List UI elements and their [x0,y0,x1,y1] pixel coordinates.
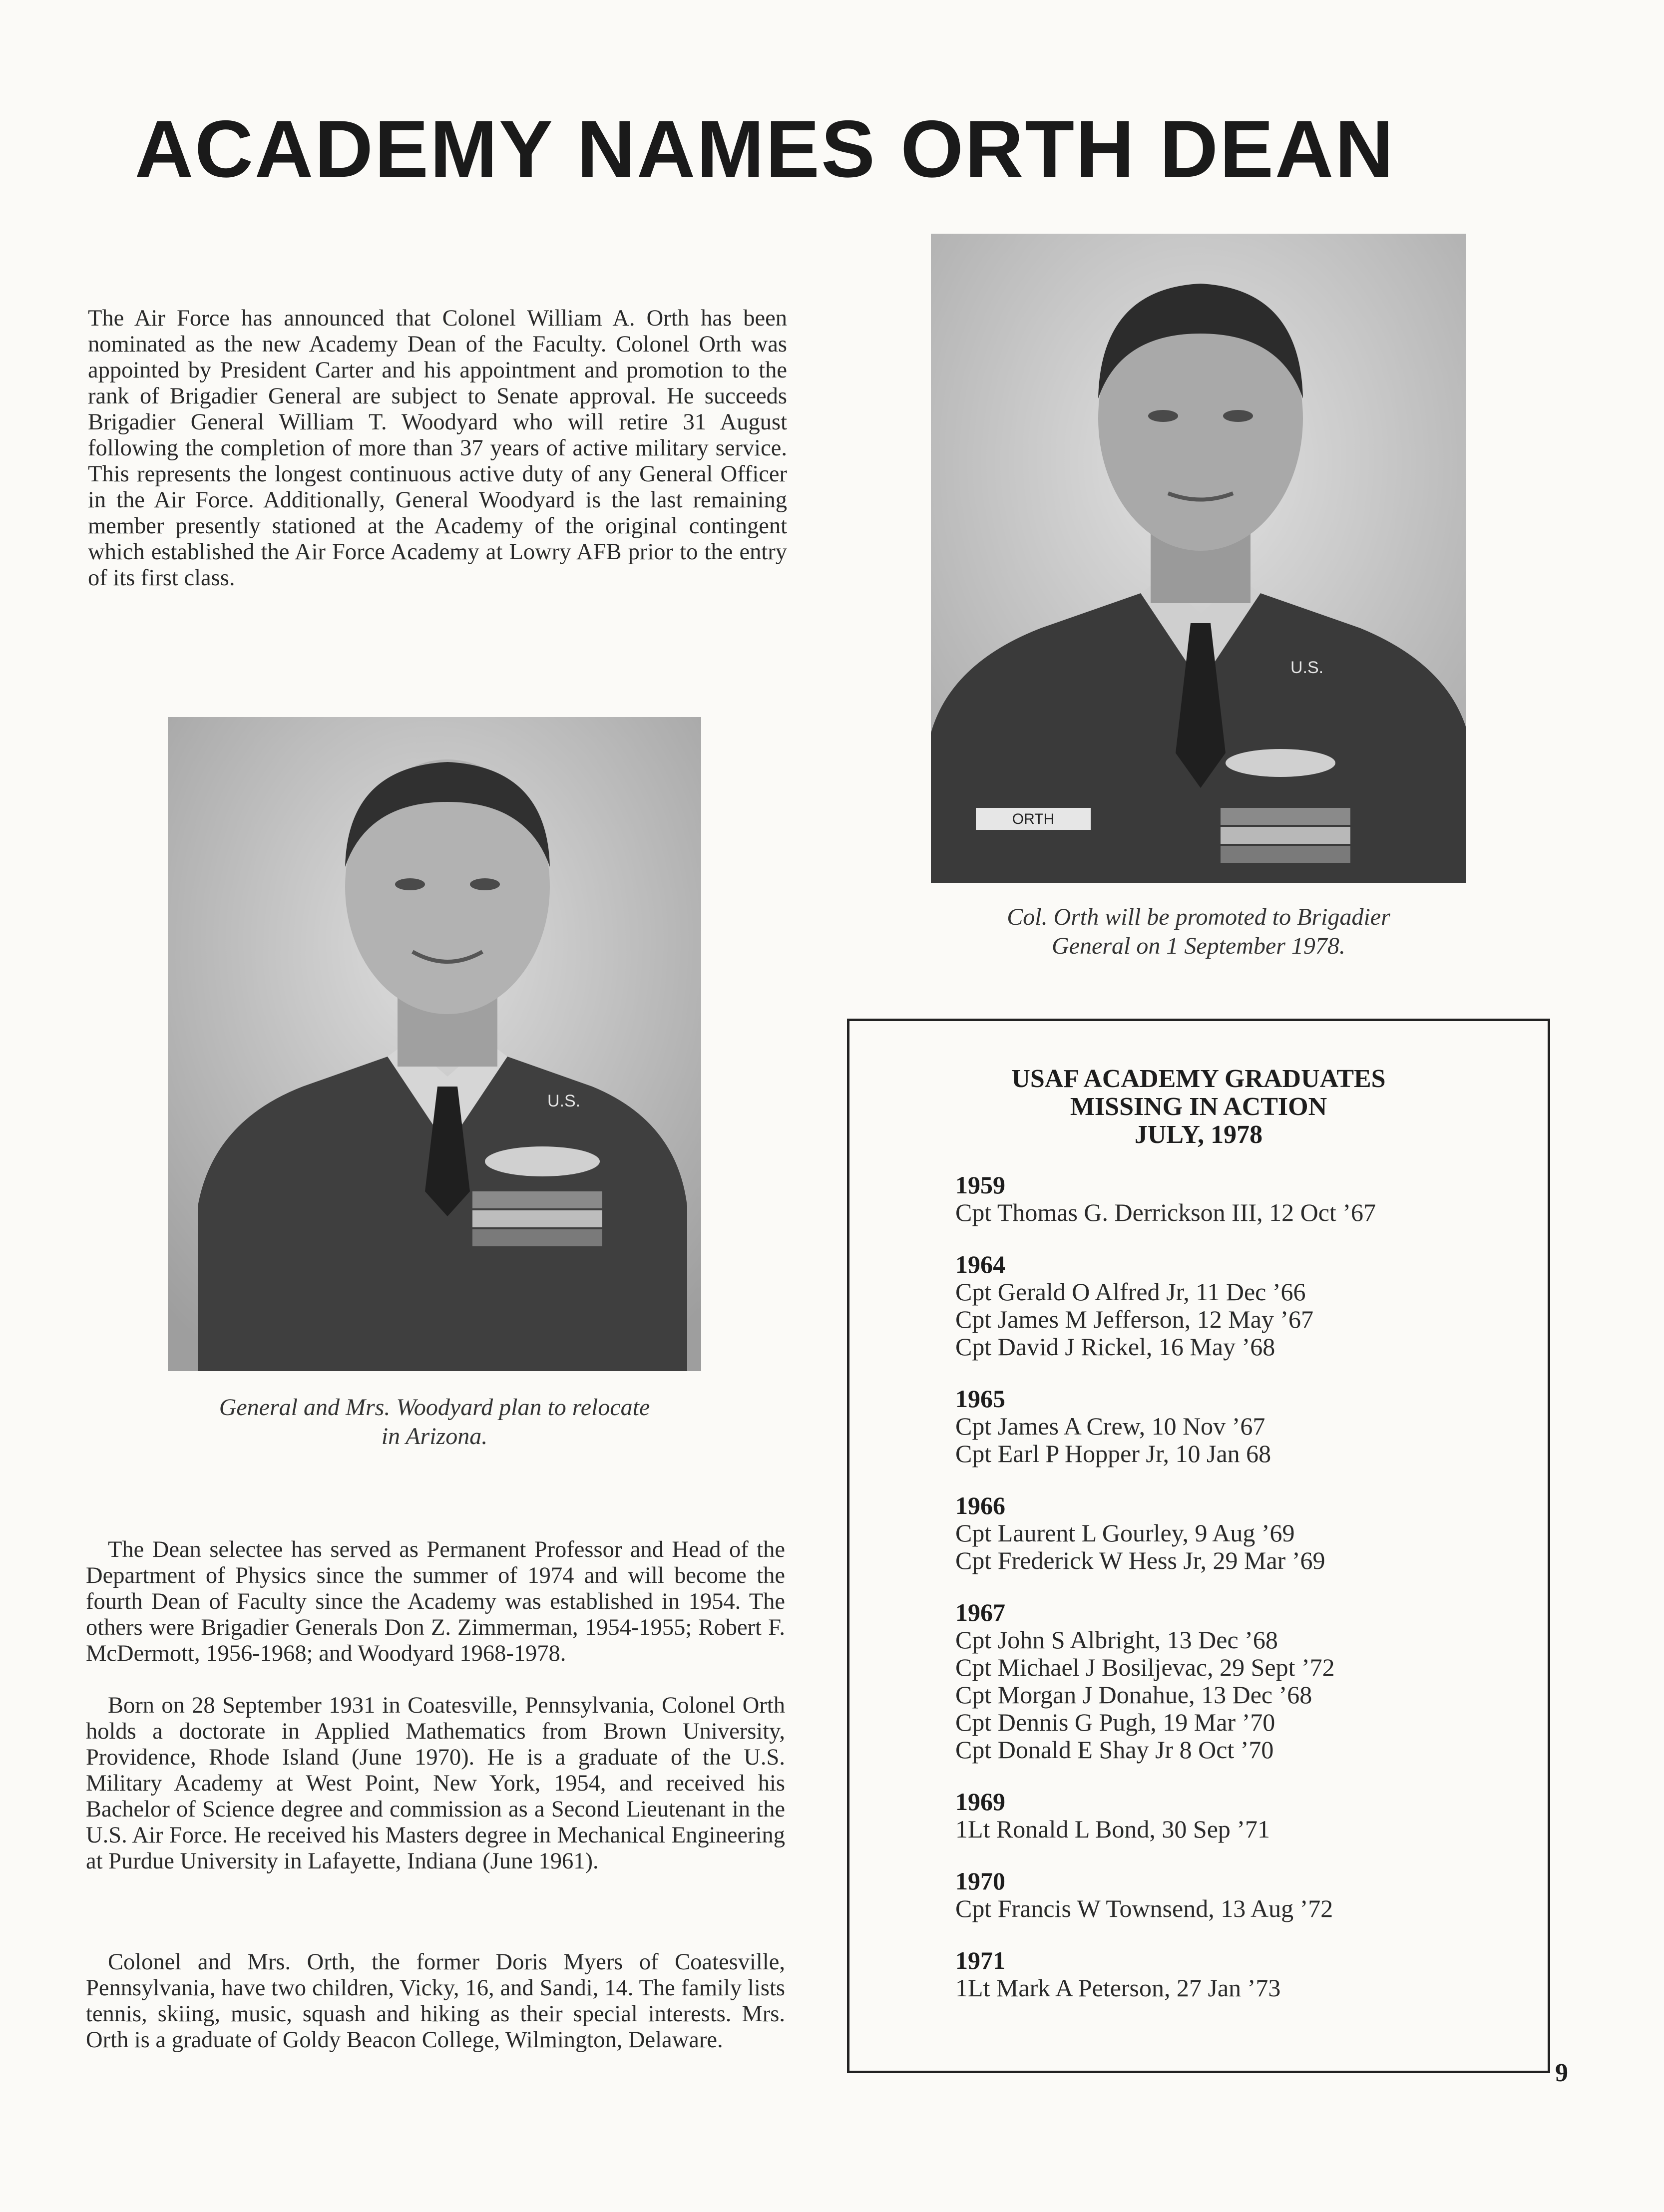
mia-group-1970 [955,1867,1530,1922]
body-paragraph-1: The Dean selectee has served as Permanent Professor and Head of the Department of Physics since the summer of 1974 and will become the fourth Dean of Faculty since the Academy was established in 1954. The others were Brigadier Generals Don Z. Zimmerman, 1954-1955; Robert F. McDermott, 1956-1968; and Woodyard 1968-1978. [86,1537,785,1666]
mia-title-line2: MISSING IN ACTION [1070,1093,1327,1121]
mia-name: Cpt James M Jefferson, 12 May ’67 [955,1305,1314,1333]
mia-group-1964 [955,1250,1530,1361]
woodyard-caption [165,1393,704,1451]
mia-year: 1964 [955,1250,1005,1278]
mia-name: Cpt Earl P Hopper Jr, 10 Jan 68 [955,1440,1271,1468]
mia-group-1959 [955,1171,1530,1226]
page-number: 9 [1555,2059,1568,2087]
mia-group-1966 [955,1491,1530,1574]
body-paragraph-2: Born on 28 September 1931 in Coatesville, Pennsylvania, Colonel Orth holds a doctorate in Applied Mathematics from Brown University, Providence, Rhode Island (June 1970). He is a graduate of the U.S. Military Academy at West Point, New York, 1954, and received his Bachelor of Science degree and commission as a Second Lieutenant in the U.S. Air Force. He received his Masters degree in Mechanical Engineering at Purdue University in Lafayette, Indiana (June 1961). [86,1693,785,1874]
mia-group-1971 [955,1946,1530,2002]
mia-name: Cpt Laurent L Gourley, 9 Aug ’69 [955,1519,1295,1547]
mia-name: Cpt Dennis G Pugh, 19 Mar ’70 [955,1708,1275,1736]
mia-name: 1Lt Mark A Peterson, 27 Jan ’73 [955,1974,1281,2002]
mia-name: Cpt Gerald O Alfred Jr, 11 Dec ’66 [955,1278,1306,1306]
mia-year: 1971 [955,1946,1005,1974]
orth-caption-line2: General on 1 September 1978. [1052,933,1345,959]
mia-name: Cpt Michael J Bosiljevac, 29 Sept ’72 [955,1653,1335,1681]
mia-name: Cpt David J Rickel, 16 May ’68 [955,1333,1275,1361]
mia-title [849,1065,1548,1149]
mia-year: 1967 [955,1598,1005,1626]
mia-year: 1966 [955,1491,1005,1519]
woodyard-portrait-photo [168,717,701,1371]
mia-year: 1965 [955,1385,1005,1413]
mia-name: Cpt James A Crew, 10 Nov ’67 [955,1412,1265,1440]
mia-name: Cpt Donald E Shay Jr 8 Oct ’70 [955,1736,1274,1764]
orth-collar-insignia: U.S. [1290,658,1324,677]
mia-name: 1Lt Ronald L Bond, 30 Sep ’71 [955,1815,1270,1843]
woodyard-caption-line1: General and Mrs. Woodyard plan to relocate [219,1394,650,1421]
mia-group-1969 [955,1788,1530,1843]
headline: ACADEMY NAMES ORTH DEAN [135,104,1395,194]
orth-name-tag: ORTH [1012,811,1055,827]
mia-year: 1970 [955,1867,1005,1895]
mia-name: Cpt Morgan J Donahue, 13 Dec ’68 [955,1681,1312,1709]
mia-list [955,1171,1530,2026]
orth-portrait-photo [931,234,1466,883]
body-paragraph-3: Colonel and Mrs. Orth, the former Doris Myers of Coatesville, Pennsylvania, have two children, Vicky, 16, and Sandi, 14. The family lists tennis, skiing, music, squash and hiking as their special interests. Mrs. Orth is a graduate of Goldy Beacon College, Wilmington, Delaware. [86,1949,785,2053]
mia-name: Cpt Thomas G. Derrickson III, 12 Oct ’67 [955,1198,1376,1226]
mia-year: 1959 [955,1171,1005,1199]
mia-name: Cpt Frederick W Hess Jr, 29 Mar ’69 [955,1546,1325,1574]
orth-caption [929,903,1468,961]
intro-paragraph: The Air Force has announced that Colonel William A. Orth has been nominated as the new Academy Dean of the Faculty. Colonel Orth was appointed by President Carter and his appointment and promotion to the rank of Brigadier General are subject to Senate approval. He succeeds Brigadier General William T. Woodyard who will retire 31 August following the completion of more than 37 years of active military service. This represents the longest continuous active duty of any General Officer in the Air Force. Additionally, General Woodyard is the last remaining member presently stationed at the Academy of the original contingent which established the Air Force Academy at Lowry AFB prior to the entry of its first class. [88,306,787,591]
mia-group-1965 [955,1385,1530,1468]
mia-year: 1969 [955,1788,1005,1816]
woodyard-caption-line2: in Arizona. [381,1423,488,1450]
mia-title-line1: USAF ACADEMY GRADUATES [1011,1065,1386,1093]
mia-name: Cpt Francis W Townsend, 13 Aug ’72 [955,1894,1333,1922]
mia-box [847,1019,1550,2073]
mia-title-line3: JULY, 1978 [1134,1120,1263,1149]
mia-group-1967 [955,1598,1530,1764]
woodyard-collar-insignia: U.S. [547,1092,581,1110]
mia-name: Cpt John S Albright, 13 Dec ’68 [955,1626,1278,1654]
orth-caption-line1: Col. Orth will be promoted to Brigadier [1007,904,1390,930]
